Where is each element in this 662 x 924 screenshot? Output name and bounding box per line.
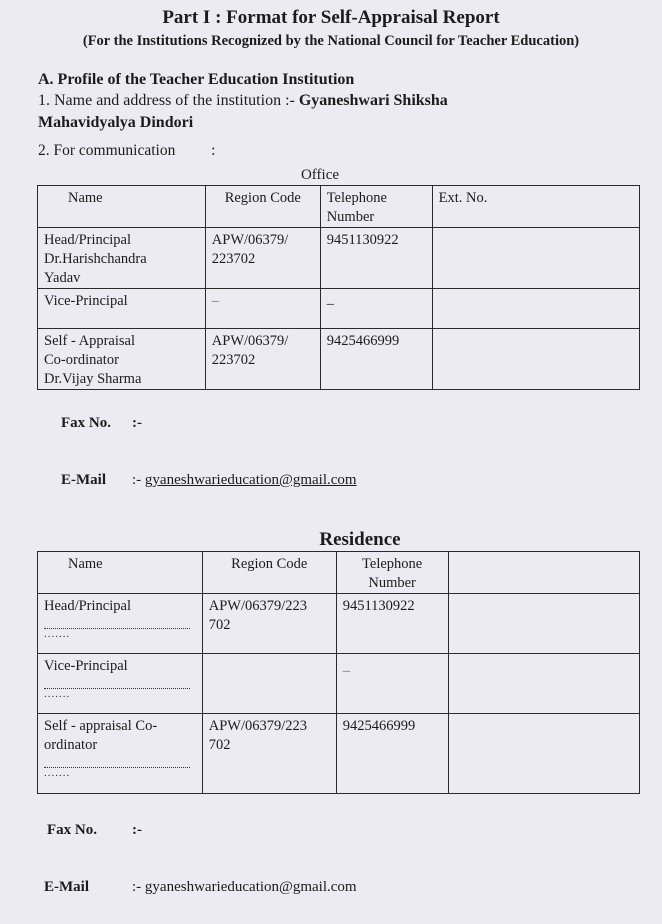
office-region-cell <box>205 329 320 390</box>
office-telephone-cell: 9425466999 <box>320 329 432 390</box>
dotted-continuation: ....... <box>44 688 71 700</box>
residence-row-coordinator <box>38 714 640 794</box>
residence-region-line: 702 <box>208 617 231 633</box>
office-region-line: APW/06379/ <box>211 232 289 248</box>
residence-fax-value: :- <box>132 822 142 838</box>
residence-name-line: Self - appraisal Co- <box>44 718 158 734</box>
office-name-cell <box>38 329 206 390</box>
residence-region-line: 702 <box>208 737 231 753</box>
office-caption: Office <box>300 167 340 183</box>
residence-caption: Residence <box>319 529 401 550</box>
institution-label: 1. Name and address of the institution :- <box>38 92 295 109</box>
residence-name-cell <box>38 594 203 654</box>
residence-email-link[interactable]: gyaneshwarieducation@gmail.com <box>144 879 357 895</box>
office-header-row <box>38 186 640 228</box>
office-header-region: Region Code <box>205 186 320 228</box>
residence-blank-cell <box>448 654 639 714</box>
residence-header-name: Name <box>38 552 203 594</box>
residence-name-line: Vice-Principal <box>44 658 128 674</box>
office-header-name: Name <box>38 186 206 228</box>
residence-header-blank <box>448 552 639 594</box>
office-email-separator: :- <box>132 472 142 488</box>
residence-region-cell <box>202 594 336 654</box>
communication-label: 2. For communication <box>38 142 176 159</box>
office-email-link[interactable]: gyaneshwarieducation@gmail.com <box>144 472 357 488</box>
office-name-line: Head/Principal <box>44 232 131 248</box>
office-telephone-cell: – <box>320 289 432 329</box>
office-ext-cell <box>432 289 639 329</box>
residence-name-cell <box>38 714 203 794</box>
dotted-continuation: ....... <box>44 628 71 640</box>
institution-name-line <box>38 92 448 110</box>
page-title: Part I : Format for Self-Appraisal Report <box>162 7 500 28</box>
communication-line <box>38 142 215 160</box>
office-region-line: APW/06379/ <box>211 333 289 349</box>
office-row-vice <box>38 289 640 329</box>
office-row-coordinator <box>38 329 640 390</box>
institution-name: Gyaneshwari Shiksha <box>298 92 448 109</box>
office-telephone-cell: 9451130922 <box>320 228 432 289</box>
office-header-telephone: Telephone Number <box>320 186 432 228</box>
office-name-line: Yadav <box>44 270 81 286</box>
office-fax-value: :- <box>132 415 142 431</box>
institution-address: Mahavidyalya Dindori <box>38 114 194 131</box>
office-region-cell <box>205 228 320 289</box>
residence-email-label: E-Mail <box>44 879 89 895</box>
office-ext-cell <box>432 329 639 390</box>
office-name-line: Dr.Harishchandra <box>44 251 147 267</box>
office-fax-label: Fax No. <box>61 415 111 431</box>
office-region-line: 223702 <box>211 352 256 368</box>
residence-email-line <box>132 879 357 896</box>
office-email-line <box>132 472 357 489</box>
office-email-label: E-Mail <box>61 472 106 488</box>
residence-row-head <box>38 594 640 654</box>
residence-name-cell <box>38 654 203 714</box>
residence-header-row <box>38 552 640 594</box>
office-region-cell: – <box>205 289 320 329</box>
office-name-line: Self - Appraisal <box>44 333 136 349</box>
residence-region-line: APW/06379/223 <box>208 718 308 734</box>
residence-region-line: APW/06379/223 <box>208 598 308 614</box>
office-row-head <box>38 228 640 289</box>
residence-region-cell <box>202 714 336 794</box>
office-name-cell <box>38 228 206 289</box>
residence-header-telephone: Telephone Number <box>336 552 448 594</box>
office-name-line: Dr.Vijay Sharma <box>44 371 142 387</box>
residence-region-cell <box>202 654 336 714</box>
residence-telephone-cell: 9425466999 <box>336 714 448 794</box>
office-table <box>37 185 640 390</box>
residence-table <box>37 551 640 794</box>
office-ext-cell <box>432 228 639 289</box>
residence-name-line: Head/Principal <box>44 598 131 614</box>
dotted-continuation: ....... <box>44 767 71 779</box>
page-subtitle: (For the Institutions Recognized by the National Council for Teacher Education) <box>82 33 580 49</box>
office-name-line: Co-ordinator <box>44 352 119 368</box>
residence-header-region: Region Code <box>202 552 336 594</box>
communication-colon: : <box>211 142 216 159</box>
residence-fax-label: Fax No. <box>47 822 97 838</box>
residence-telephone-cell: – <box>336 654 448 714</box>
residence-blank-cell <box>448 714 639 794</box>
residence-row-vice <box>38 654 640 714</box>
residence-telephone-cell: 9451130922 <box>336 594 448 654</box>
residence-blank-cell <box>448 594 639 654</box>
residence-name-line: ordinator <box>44 737 98 753</box>
office-header-ext: Ext. No. <box>432 186 639 228</box>
office-name-cell: Vice-Principal <box>38 289 206 329</box>
office-region-line: 223702 <box>211 251 256 267</box>
residence-email-separator: :- <box>132 879 142 895</box>
section-heading: A. Profile of the Teacher Education Institution <box>38 71 355 88</box>
